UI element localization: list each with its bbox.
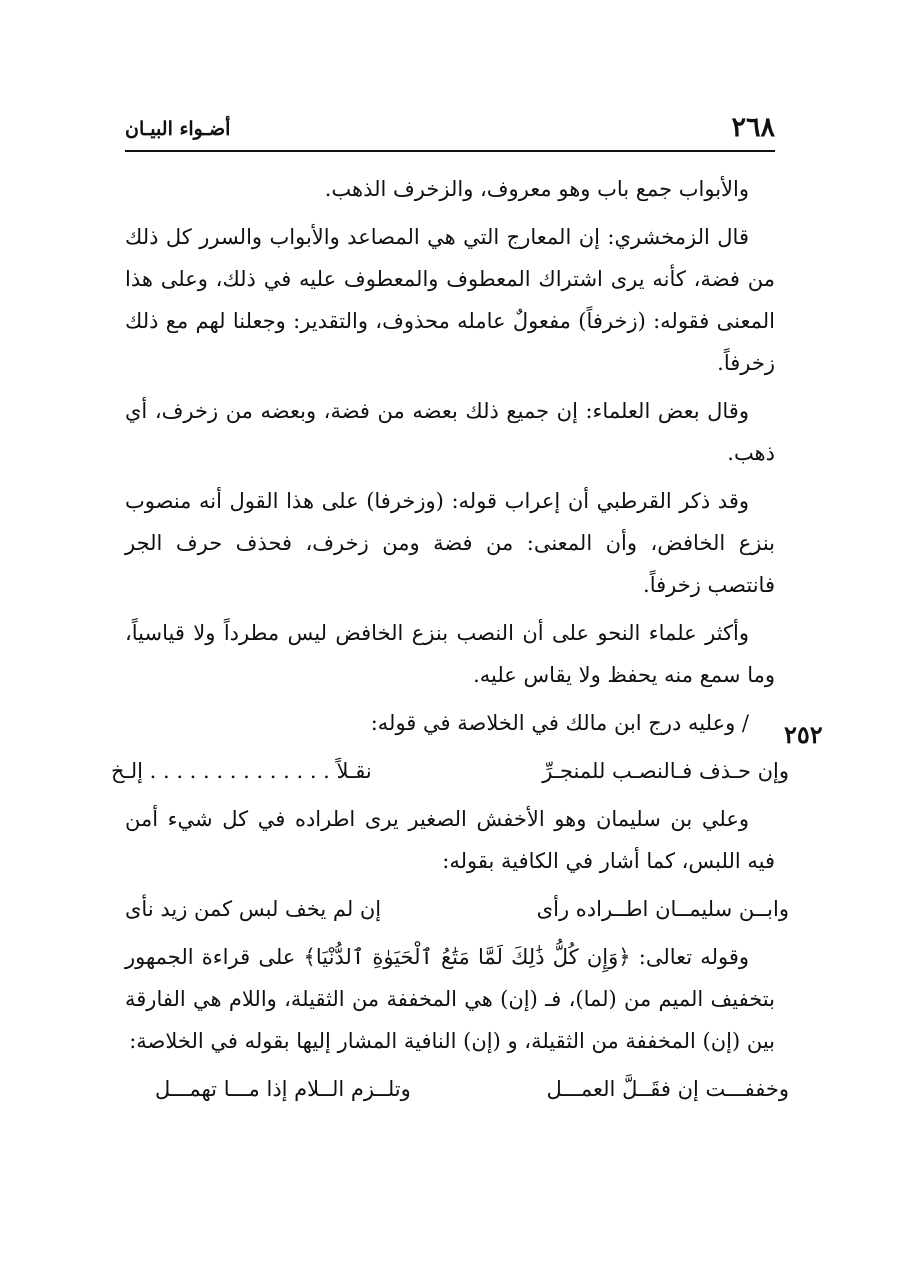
verse-second-hemistich: نقـلاً . . . . . . . . . . . . . . إلـخ — [111, 759, 372, 783]
page-body — [111, 168, 789, 1116]
paragraph: وقال بعض العلماء: إن جميع ذلك بعضه من فضة، وبعضه من زخرف، أي ذهب. — [125, 399, 775, 465]
paragraph: قال الزمخشري: إن المعارج التي هي المصاعد والأبواب والسرر كل ذلك من فضة، كأنه يرى اشتراك المعطوف والمعطوف عليه في ذلك، وعلى هذا المعنى فقوله: (زخرفاً) مفعولٌ عامله محذوف، والتقدير: وجعلنا لهم مع ذلك زخرفاً. — [125, 225, 775, 375]
page-header — [125, 108, 775, 152]
verse-first-hemistich: وابــن سليمــان اطــراده رأى — [536, 897, 789, 921]
poetry-verse — [155, 1068, 789, 1110]
page-number: ٢٦٨ — [731, 112, 775, 143]
poetry-verse — [125, 888, 789, 930]
verse-second-hemistich: وتلــزم الــلام إذا مـــا تهمـــل — [155, 1077, 411, 1101]
verse-second-hemistich: إن لم يخف لبس كمن زيد نأى — [125, 897, 382, 921]
paragraph: وعلي بن سليمان وهو الأخفش الصغير يرى اطراده في كل شيء أمن فيه اللبس، كما أشار في الكافية بقوله: — [125, 807, 775, 873]
paragraph: وقوله تعالى: ﴿وَإِن كُلُّ ذَٰلِكَ لَمَّا مَتَٰعُ ٱلْحَيَوٰةِ ٱلدُّنْيَا﴾ على قراءة الجمهور بتخفيف الميم من (لما)، فـ (إن) هي المخففة من الثقيلة، واللام هي الفارقة بين (إن) المخففة من الثقيلة، و (إن) النافية المشار إليها بقوله في الخلاصة: — [125, 945, 775, 1053]
paragraph: والأبواب جمع باب وهو معروف، والزخرف الذهب. — [324, 177, 749, 201]
verse-first-hemistich: وإن حـذف فـالنصـب للمنجـرِّ — [542, 759, 789, 783]
margin-page-reference: ٢٥٢ — [784, 720, 823, 749]
paragraph: وأكثر علماء النحو على أن النصب بنزع الخافض ليس مطرداً ولا قياسياً، وما سمع منه يحفظ ولا يقاس عليه. — [125, 621, 775, 687]
poetry-verse — [111, 750, 789, 792]
paragraph: / وعليه درج ابن مالك في الخلاصة في قوله: — [370, 711, 749, 735]
running-title: أضـواء البيـان — [125, 118, 231, 140]
paragraph: وقد ذكر القرطبي أن إعراب قوله: (وزخرفا) على هذا القول أنه منصوب بنزع الخافض، وأن المعنى: من فضة ومن زخرف، فحذف حرف الجر فانتصب زخرفاً. — [125, 489, 775, 597]
verse-first-hemistich: وخففـــت إن فقَــلَّ العمـــل — [546, 1077, 789, 1101]
